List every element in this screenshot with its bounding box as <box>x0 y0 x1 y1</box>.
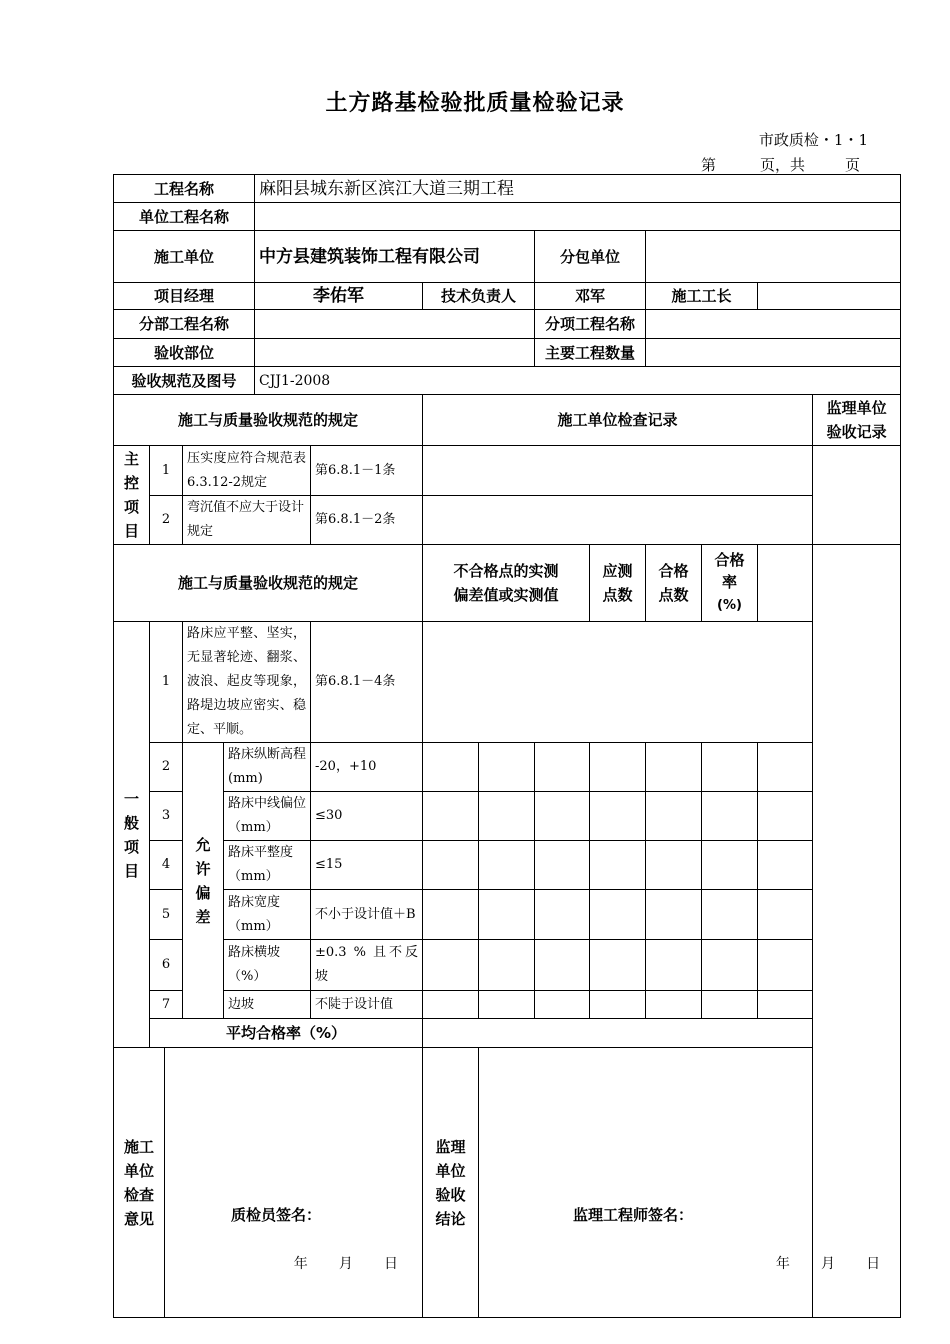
tol-item-no: 7 <box>150 991 183 1019</box>
project-name-value: 麻阳县城东新区滨江大道三期工程 <box>255 175 901 203</box>
page-number-line <box>701 154 860 175</box>
main-spec-header: 施工与质量验收规范的规定 <box>114 395 423 446</box>
document-title: 土方路基检验批质量检验记录 <box>325 91 625 116</box>
fail-cell <box>535 940 590 991</box>
foreman-value <box>758 283 901 310</box>
fail-cell <box>423 940 479 991</box>
fail-cell <box>590 940 646 991</box>
subdivision-label: 分部工程名称 <box>114 310 255 339</box>
subdivision-value <box>255 310 535 339</box>
pass-points-cell <box>702 743 758 792</box>
subitem-label: 分项工程名称 <box>535 310 646 339</box>
avg-pass-rate-label: 平均合格率（%） <box>150 1019 423 1048</box>
fail-cell <box>479 743 535 792</box>
unit-project-label: 单位工程名称 <box>114 203 255 231</box>
general-item-1-clause: 第6.8.1－4条 <box>311 622 423 743</box>
pass-rate-cell <box>758 991 813 1019</box>
fail-cell <box>590 890 646 940</box>
tol-item-name: 路床横坡（%） <box>224 940 311 991</box>
subitem-value <box>646 310 901 339</box>
tol-item-name: 边坡 <box>224 991 311 1019</box>
fail-cell <box>535 890 590 940</box>
supervision-sign-date: 年 月 日 <box>775 1255 881 1272</box>
form-code: 市政质检・1・1 <box>758 131 868 149</box>
fail-cell <box>479 841 535 890</box>
points-cell <box>646 890 702 940</box>
tol-item-no: 6 <box>150 940 183 991</box>
pass-rate-header: 合格 率 (%) <box>702 545 758 622</box>
pass-points-cell <box>702 792 758 841</box>
unit-project-value <box>255 203 901 231</box>
fail-cell <box>590 792 646 841</box>
engineer-signature-label: 监理工程师签名： <box>573 1205 694 1224</box>
fail-cell <box>423 841 479 890</box>
project-name-label: 工程名称 <box>114 175 255 203</box>
contractor-label: 施工单位 <box>114 231 255 283</box>
pass-rate-cell <box>758 841 813 890</box>
pm-label: 项目经理 <box>114 283 255 310</box>
fail-cell <box>479 792 535 841</box>
fail-cell <box>423 743 479 792</box>
main-item-2-clause: 第6.8.1－2条 <box>311 496 423 545</box>
points-cell <box>646 841 702 890</box>
foreman-label: 施工工长 <box>646 283 758 310</box>
fail-cell <box>535 841 590 890</box>
pass-rate-cell <box>758 940 813 991</box>
pass-points-cell <box>702 991 758 1019</box>
pass-points-cell <box>702 940 758 991</box>
supervision-header-1: 监理单位 <box>826 399 887 417</box>
subcontractor-label: 分包单位 <box>535 231 646 283</box>
tech-lead-label: 技术负责人 <box>423 283 535 310</box>
fail-cell <box>590 991 646 1019</box>
quantity-value <box>646 339 901 367</box>
page-label-2: 页，共 <box>759 156 805 174</box>
main-control-group-label: 主 控 项 目 <box>114 446 150 545</box>
supervision-header <box>813 395 901 446</box>
contractor-sign-date: 年 月 日 <box>293 1255 399 1272</box>
fail-cell <box>590 841 646 890</box>
tol-item-name: 路床平整度（mm） <box>224 841 311 890</box>
main-item-1-text: 压实度应符合规范表6.3.12-2规定 <box>183 446 311 496</box>
general-item-1-no: 1 <box>150 622 183 743</box>
tol-item-no: 2 <box>150 743 183 792</box>
supervision-header-2: 验收记录 <box>826 423 887 441</box>
pass-rate-cell <box>758 743 813 792</box>
general-item-1-text: 路床应平整、坚实，无显著轮迹、翻浆、波浪、起皮等现象，路堤边坡应密实、稳定、平顺。 <box>183 622 311 743</box>
tol-item-value: ≤30 <box>311 792 423 841</box>
subcontractor-value <box>646 231 901 283</box>
tol-item-no: 4 <box>150 841 183 890</box>
general-group-label: 一 般 项 目 <box>114 622 150 1048</box>
points-header: 应测 点数 <box>590 545 646 622</box>
pass-points-header: 合格 点数 <box>646 545 702 622</box>
points-cell <box>646 940 702 991</box>
fail-cell <box>479 991 535 1019</box>
tol-item-value: ±0.3 % 且不反坡 <box>311 940 423 991</box>
main-supervision-record <box>813 446 901 545</box>
tol-item-value: -20，+10 <box>311 743 423 792</box>
supervision-conclusion-area <box>479 1048 901 1318</box>
main-item-2-no: 2 <box>150 496 183 545</box>
contractor-opinion-label: 施工 单位 检查 意见 <box>114 1048 165 1318</box>
inspection-record-table <box>113 174 901 1318</box>
pm-value: 李佑军 <box>255 283 423 310</box>
tol-item-no: 5 <box>150 890 183 940</box>
check-record-header: 施工单位检查记录 <box>423 395 813 446</box>
tol-item-no: 3 <box>150 792 183 841</box>
general-item-1-record <box>423 622 813 743</box>
avg-pass-rate-value <box>423 1019 813 1048</box>
main-item-2-text: 弯沉值不应大于设计规定 <box>183 496 311 545</box>
main-item-1-no: 1 <box>150 446 183 496</box>
pass-rate-cell <box>758 890 813 940</box>
standard-value: CJJ1-2008 <box>255 367 901 395</box>
tolerance-label: 允 许 偏 差 <box>183 743 224 1019</box>
contractor-value: 中方县建筑装饰工程有限公司 <box>255 231 535 283</box>
tol-item-name: 路床中线偏位（mm） <box>224 792 311 841</box>
fail-cell <box>535 743 590 792</box>
fail-cell <box>479 940 535 991</box>
main-item-1-record <box>423 446 813 496</box>
general-header-blank <box>758 545 813 622</box>
points-cell <box>646 743 702 792</box>
standard-label: 验收规范及图号 <box>114 367 255 395</box>
main-item-1-clause: 第6.8.1－1条 <box>311 446 423 496</box>
fail-cell <box>479 890 535 940</box>
tol-item-value: 不陡于设计值 <box>311 991 423 1019</box>
page-label-3: 页 <box>844 156 860 174</box>
main-item-2-record <box>423 496 813 545</box>
pass-rate-cell <box>758 792 813 841</box>
location-label: 验收部位 <box>114 339 255 367</box>
pass-points-cell <box>702 890 758 940</box>
tol-item-value: ≤15 <box>311 841 423 890</box>
page-label-1: 第 <box>700 156 716 174</box>
points-cell <box>646 991 702 1019</box>
supervision-conclusion-label: 监理 单位 验收 结论 <box>423 1048 479 1318</box>
tech-lead-value: 邓军 <box>535 283 646 310</box>
location-value <box>255 339 535 367</box>
fail-cell <box>535 792 590 841</box>
fail-cell <box>423 792 479 841</box>
contractor-opinion-area <box>165 1048 423 1318</box>
inspector-signature-label: 质检员签名： <box>231 1205 322 1224</box>
fail-cell <box>423 890 479 940</box>
fail-cell <box>535 991 590 1019</box>
tol-item-name: 路床纵断高程(mm) <box>224 743 311 792</box>
fail-cell <box>590 743 646 792</box>
tol-item-value: 不小于设计值＋B <box>311 890 423 940</box>
general-spec-header: 施工与质量验收规范的规定 <box>114 545 423 622</box>
fail-points-header: 不合格点的实测 偏差值或实测值 <box>423 545 590 622</box>
fail-cell <box>423 991 479 1019</box>
pass-points-cell <box>702 841 758 890</box>
quantity-label: 主要工程数量 <box>535 339 646 367</box>
points-cell <box>646 792 702 841</box>
tol-item-name: 路床宽度（mm） <box>224 890 311 940</box>
